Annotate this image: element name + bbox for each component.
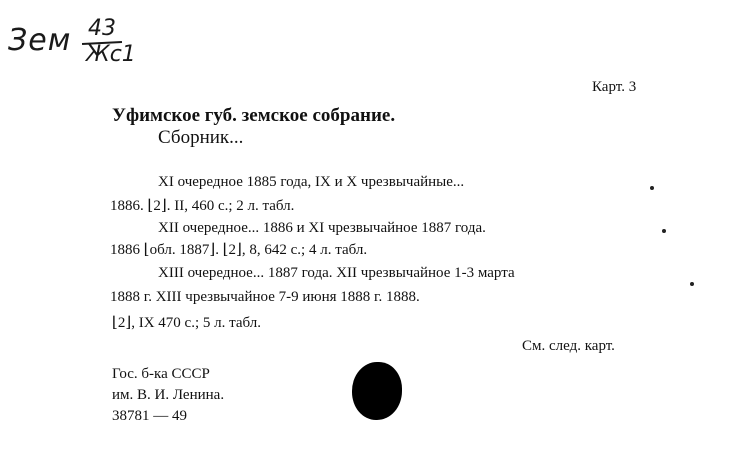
see-next-card: См. след. карт. — [522, 338, 615, 354]
library-accession-number: 38781 — 49 — [112, 408, 187, 424]
library-name: Гос. б-ка СССР — [112, 366, 210, 382]
entry-line: 1886. ⌊2⌋. II, 460 с.; 2 л. табл. — [110, 198, 295, 214]
entry-line: XII очередное... 1886 и XI чрезвычайное 1887 года. — [158, 220, 486, 236]
speck-mark — [662, 229, 666, 233]
card-number: Карт. 3 — [592, 79, 637, 95]
entry-line: 1888 г. XIII чрезвычайное 7-9 июня 1888 г. 1888. — [110, 289, 420, 305]
entry-line: 1886 ⌊обл. 1887⌋. ⌊2⌋, 8, 642 с.; 4 л. табл. — [110, 242, 368, 258]
library-dedication: им. В. И. Ленина. — [112, 387, 225, 403]
handwritten-shelf-denominator: Жс1 — [86, 42, 136, 67]
library-imprint — [112, 364, 224, 427]
ink-blot-stamp — [352, 362, 402, 420]
handwritten-shelf-number: 43 — [88, 16, 116, 41]
entry-line: XI очередное 1885 года, IX и X чрезвычайные... — [158, 174, 465, 190]
speck-mark — [690, 282, 694, 286]
speck-mark — [650, 186, 654, 190]
card-subheading: Сборник... — [158, 127, 244, 148]
card-heading: Уфимское губ. земское собрание. — [112, 105, 396, 126]
entry-line: XIII очередное... 1887 года. XII чрезвычайное 1-3 марта — [158, 265, 515, 281]
entry-line: ⌊2⌋, IX 470 с.; 5 л. табл. — [112, 315, 261, 331]
handwritten-shelf-prefix: Зем — [8, 23, 72, 58]
